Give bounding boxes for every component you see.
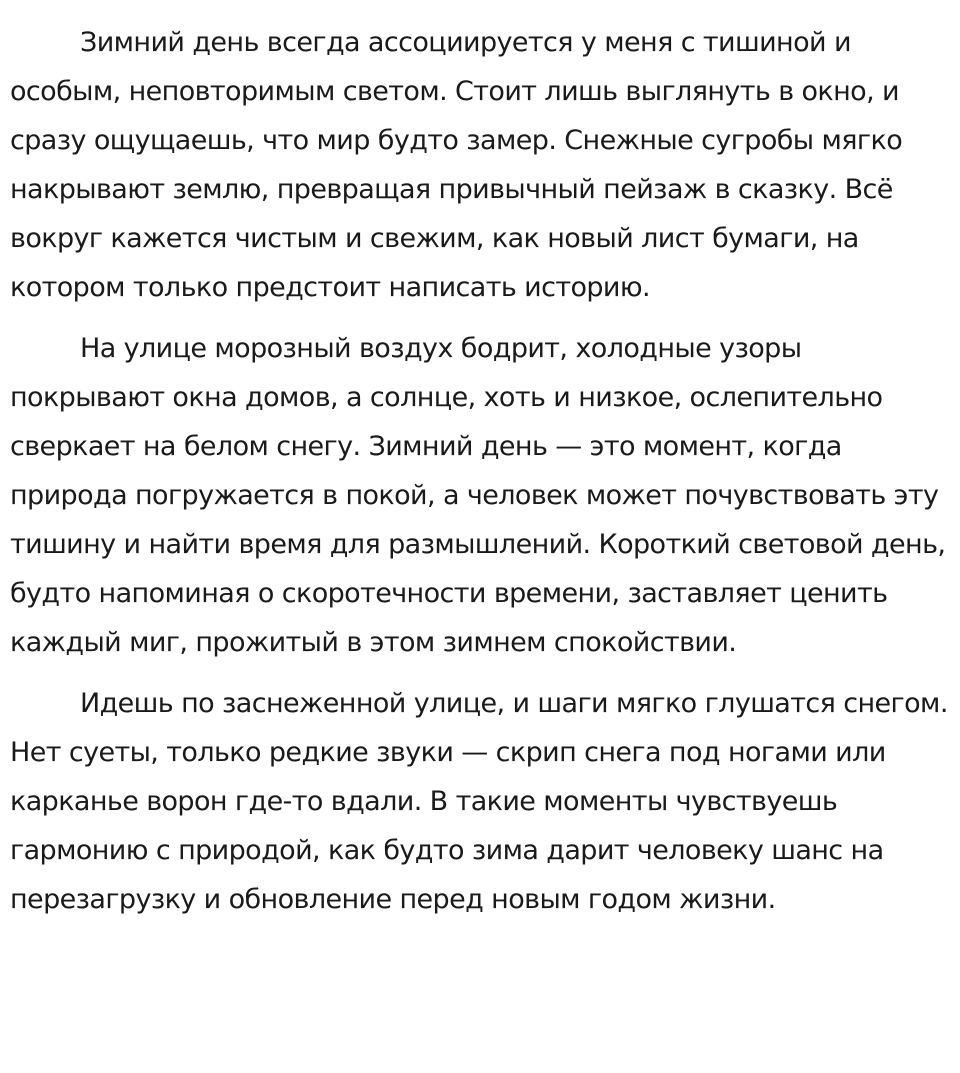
paragraph-3: Идешь по заснеженной улице, и шаги мягко глушатся снегом. Нет суеты, только редкие звуки — скрип снега под ногами или карканье ворон где-то вдали. В такие моменты чувствуешь гармонию с природой, как будто зима дарит человеку шанс на перезагрузку и обновление перед новым годом жизни. [10,688,948,915]
paragraph-1: Зимний день всегда ассоциируется у меня с тишиной и особым, неповторимым светом. Стоит лишь выглянуть в окно, и сразу ощущаешь, что мир будто замер. Снежные сугробы мягко накрывают землю, превращая привычный пейзаж в сказку. Всё вокруг кажется чистым и свежим, как новый лист бумаги, на котором только предстоит написать историю. [10,27,903,303]
essay-body [10,18,950,924]
paragraph-2: На улице морозный воздух бодрит, холодные узоры покрывают окна домов, а солнце, хоть и низкое, ослепительно сверкает на белом снегу. Зимний день — это момент, когда природа погружается в покой, а человек может почувствовать эту тишину и найти время для размышлений. Короткий световой день, будто напоминая о скоротечности времени, заставляет ценить каждый миг, прожитый в этом зимнем спокойствии. [10,333,946,658]
